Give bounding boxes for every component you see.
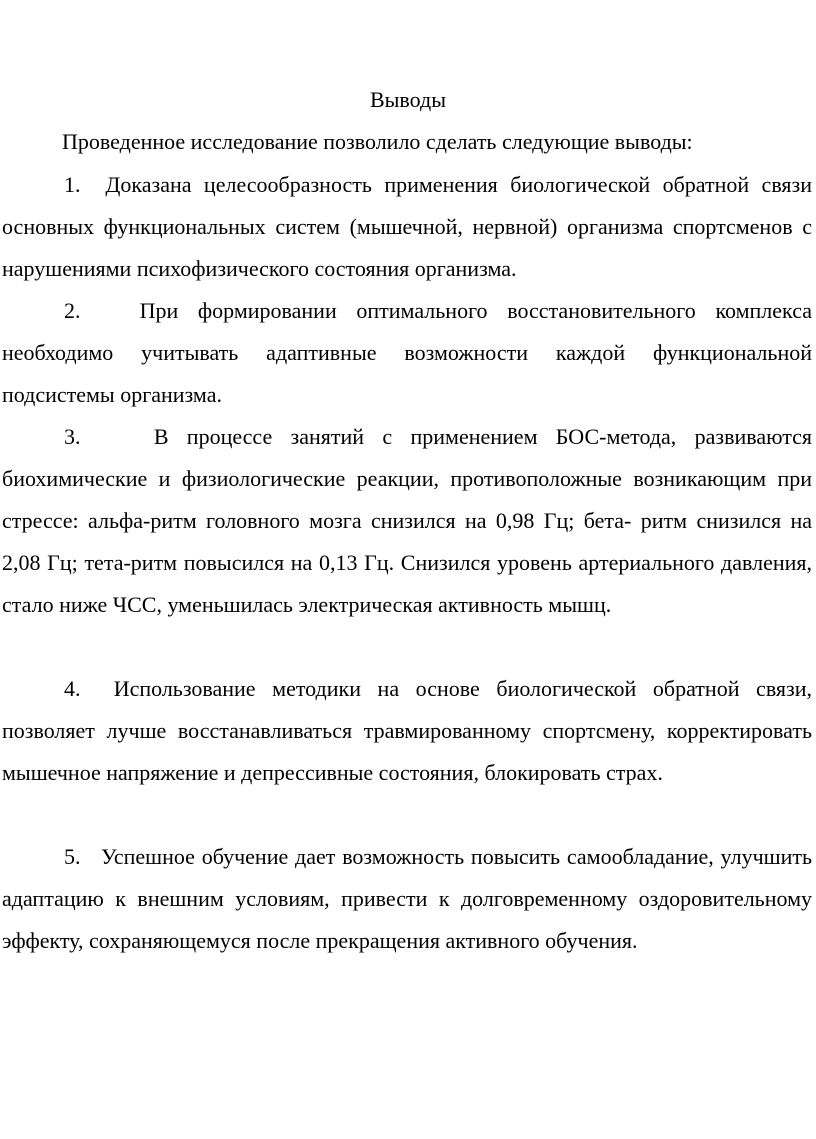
conclusion-item-2 <box>0 290 812 416</box>
item-text: В процессе занятий с применением БОС-метода, развиваются биохимические и физиологические реакции, противоположные возникающим при стрессе: альфа-ритм головного мозга снизился на 0,98 Гц; бета- ритм снизился на 2,08 Гц; тета-ритм повысился на 0,13 Гц. Снизился уровень артериального давления, стало ниже ЧСС, уменьшилась электрическая активность мышц. <box>2 424 813 617</box>
item-text: При формировании оптимального восстановительного комплекса необходимо учитывать адаптивные возможности каждой функциональной подсистемы организма. <box>2 298 812 407</box>
item-text: Использование методики на основе биологической обратной связи, позволяет лучше восстанавливаться травмированному спортсмену, корректировать мышечное напряжение и депрессивные состояния, блокировать страх. <box>2 676 812 785</box>
item-number: 5. <box>64 844 81 869</box>
item-number: 4. <box>64 676 81 701</box>
conclusion-item-3 <box>0 416 812 626</box>
conclusion-item-5 <box>0 836 812 962</box>
intro-paragraph: Проведенное исследование позволило сделать следующие выводы: <box>62 129 693 154</box>
item-number: 3. <box>64 424 81 449</box>
item-number: 2. <box>64 298 81 323</box>
item-number: 1. <box>64 172 81 197</box>
conclusion-item-1 <box>0 164 812 290</box>
item-text: Доказана целесообразность применения биологической обратной связи основных функциональных систем (мышечной, нервной) организма спортсменов с нарушениями психофизического состояния организма. <box>2 172 813 281</box>
conclusion-item-4 <box>0 668 812 794</box>
page-title: Выводы <box>369 87 447 112</box>
item-text: Успешное обучение дает возможность повысить самообладание, улучшить адаптацию к внешним условиям, привести к долговременному оздоровительному эффекту, сохраняющемуся после прекращения активного обучения. <box>2 844 812 953</box>
